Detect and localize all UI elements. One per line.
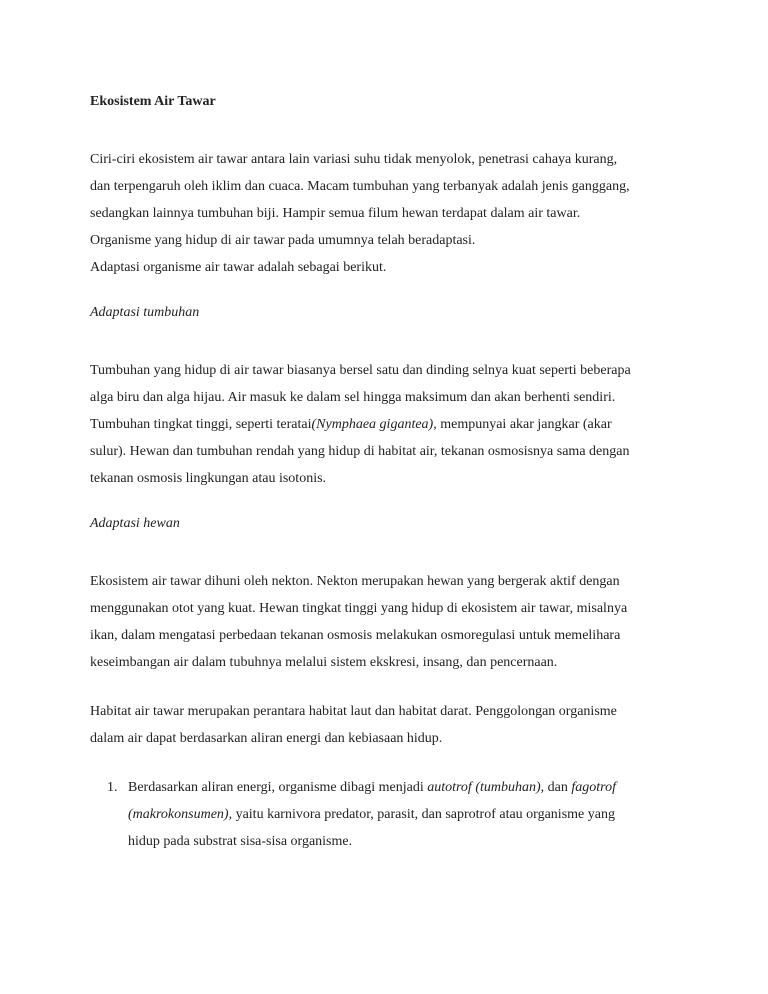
term-makrokonsumen: (makrokonsumen)	[128, 807, 229, 822]
list-number: 1.	[107, 780, 118, 795]
subheading-plant-adaptation: Adaptasi tumbuhan	[90, 305, 200, 320]
list-text: Berdasarkan aliran energi, organisme dibagi menjadi	[128, 780, 428, 795]
habitat-paragraph	[90, 698, 680, 752]
document-page	[90, 92, 680, 855]
animal-line: Ekosistem air tawar dihuni oleh nekton. Nekton merupakan hewan yang bergerak aktif dengan	[90, 574, 620, 589]
species-name: (Nymphaea gigantea),	[311, 417, 437, 432]
list-line	[128, 774, 680, 801]
habitat-line: dalam air dapat berdasarkan aliran energi dan kebiasaan hidup.	[90, 731, 443, 746]
plant-line-text: mempunyai akar jangkar (akar	[436, 417, 612, 432]
plant-line: tekanan osmosis lingkungan atau isotonis.	[90, 471, 327, 486]
plant-line: Tumbuhan yang hidup di air tawar biasanya bersel satu dan dinding selnya kuat seperti beberapa	[90, 363, 631, 378]
subheading-animal-adaptation: Adaptasi hewan	[90, 516, 180, 531]
habitat-line: Habitat air tawar merupakan perantara habitat laut dan habitat darat. Penggolongan organisme	[90, 704, 617, 719]
intro-line: Organisme yang hidup di air tawar pada umumnya telah beradaptasi.	[90, 233, 476, 248]
animal-line: ikan, dalam mengatasi perbedaan tekanan osmosis melakukan osmoregulasi untuk memelihara	[90, 628, 621, 643]
plant-line-text: Tumbuhan tingkat tinggi, seperti teratai	[90, 417, 312, 432]
list-text: , yaitu karnivora predator, parasit, dan saprotrof atau organisme yang	[228, 807, 615, 822]
term-autotrof: autotrof (tumbuhan)	[427, 780, 541, 795]
plant-line	[90, 411, 680, 438]
intro-line: sedangkan lainnya tumbuhan biji. Hampir semua filum hewan terdapat dalam air tawar.	[90, 206, 581, 221]
animal-adaptation-paragraph	[90, 568, 680, 676]
list-text: , dan	[540, 780, 572, 795]
intro-line: dan terpengaruh oleh iklim dan cuaca. Macam tumbuhan yang terbanyak adalah jenis ganggang,	[90, 179, 630, 194]
animal-line: keseimbangan air dalam tubuhnya melalui sistem ekskresi, insang, dan pencernaan.	[90, 655, 558, 670]
plant-line: alga biru dan alga hijau. Air masuk ke dalam sel hingga maksimum dan akan berhenti sendiri.	[90, 390, 616, 405]
intro-line: Ciri-ciri ekosistem air tawar antara lain variasi suhu tidak menyolok, penetrasi cahaya kurang,	[90, 152, 618, 167]
plant-line: sulur). Hewan dan tumbuhan rendah yang hidup di habitat air, tekanan osmosisnya sama dengan	[90, 444, 630, 459]
document-title: Ekosistem Air Tawar	[90, 94, 216, 109]
list-line: hidup pada substrat sisa-sisa organisme.	[128, 834, 353, 849]
classification-list	[90, 774, 680, 855]
intro-paragraph	[90, 146, 680, 281]
list-item	[90, 774, 680, 855]
animal-line: menggunakan otot yang kuat. Hewan tingkat tinggi yang hidup di ekosistem air tawar, misalnya	[90, 601, 628, 616]
intro-line: Adaptasi organisme air tawar adalah sebagai berikut.	[90, 260, 387, 275]
list-line	[128, 801, 680, 828]
term-fagotrof: fagotrof	[571, 780, 616, 795]
plant-adaptation-paragraph	[90, 357, 680, 492]
